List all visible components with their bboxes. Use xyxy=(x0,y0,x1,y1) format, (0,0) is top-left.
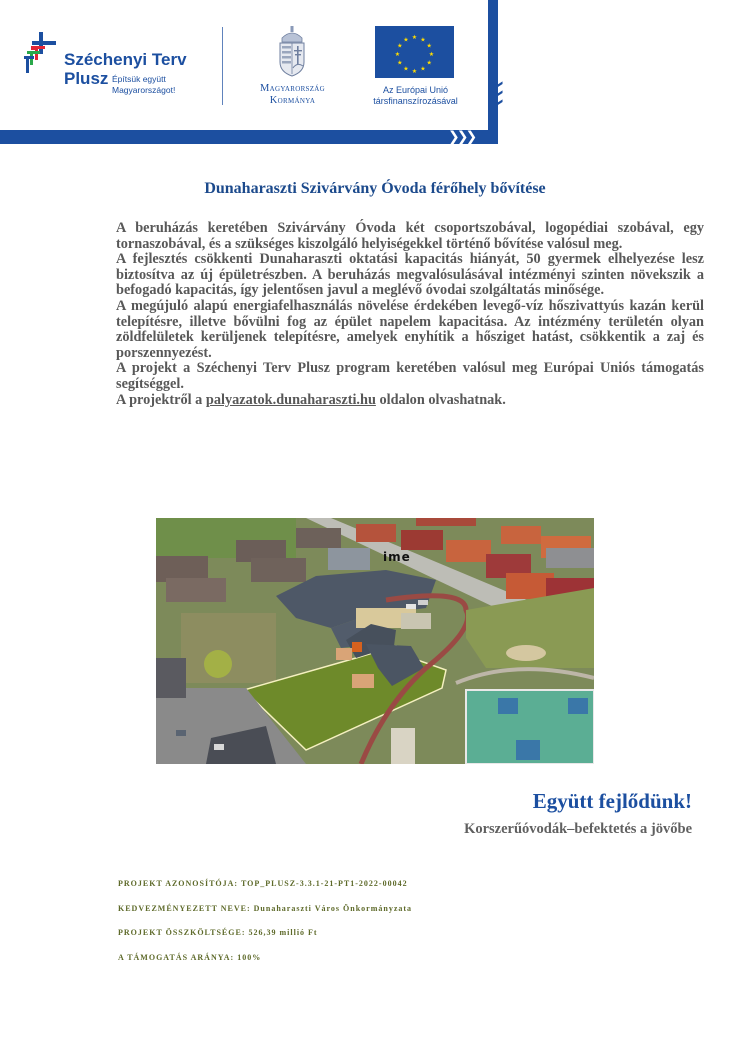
chevrons-right-icon: ❯ ❯ ❯ xyxy=(448,129,475,145)
svg-text:★: ★ xyxy=(411,34,418,41)
government-line-1: Magyarország xyxy=(259,83,326,94)
meta-total-cost xyxy=(118,928,318,937)
paragraph: A megújuló alapú energiafelhasználás növelése érdekében levegő-víz hőszivattyús kazán kerül telepítésre, illetve bővülni fog az épület napelem kapacitása. Az intézmény területén olyan zöldfelületek kerüljenek telepítésre, amelyek enyhítik a hősziget hatást, csökkentik a zaj és porszennyezést. xyxy=(116,297,704,361)
eu-label xyxy=(358,85,473,107)
meta-value: TOP_PLUSZ-3.3.1-21-PT1-2022-00042 xyxy=(240,879,408,888)
link-prefix: A projektről a xyxy=(116,391,206,408)
government-label xyxy=(245,83,340,107)
header-band xyxy=(0,0,750,150)
subslogan: Korszerűóvodák–befektetés a jövőbe xyxy=(464,821,692,837)
svg-text:★: ★ xyxy=(411,68,418,75)
svg-text:★: ★ xyxy=(426,42,432,50)
government-line-2: Kormánya xyxy=(269,95,316,106)
szechenyi-terv-logo xyxy=(24,32,204,107)
szechenyi-slogan xyxy=(112,74,175,96)
link-suffix: oldalon olvashatnak. xyxy=(375,391,506,408)
meta-project-id xyxy=(118,879,408,888)
photo-watermark: ime xyxy=(383,550,411,564)
paragraph: A beruházás keretében Szivárvány Óvoda két csoportszobával, logopédiai szobával, egy tornaszobával, és a szükséges kiszolgáló helyiségekkel történő bővítése valósul meg. xyxy=(116,220,704,252)
meta-label: PROJEKT AZONOSÍTÓJA: xyxy=(118,879,239,888)
document-body xyxy=(116,221,704,408)
meta-label: PROJEKT ÖSSZKÖLTSÉGE: xyxy=(118,928,246,937)
header-bottom-bar xyxy=(0,130,455,144)
document-title: Dunaharaszti Szivárvány Óvoda férőhely bővítése xyxy=(204,180,546,197)
aerial-photo-illustration xyxy=(156,518,594,764)
svg-text:★: ★ xyxy=(397,59,403,67)
svg-text:★: ★ xyxy=(420,36,426,44)
szechenyi-plusz: Plusz xyxy=(64,69,109,88)
svg-text:★: ★ xyxy=(394,51,401,58)
svg-text:★: ★ xyxy=(426,59,432,67)
meta-value: Dunaharaszti Város Önkormányzata xyxy=(253,904,413,913)
meta-support-rate xyxy=(118,953,261,962)
svg-text:★: ★ xyxy=(403,65,409,73)
svg-text:★: ★ xyxy=(397,42,403,50)
aerial-project-photo xyxy=(156,518,594,764)
eu-line-2: társfinanszírozásával xyxy=(373,96,458,106)
logo-divider xyxy=(222,27,223,105)
paragraph: A projekt a Széchenyi Terv Plusz program keretében valósul meg Európai Uniós támogatás segítséggel. xyxy=(116,360,704,392)
slogan-line-2: Magyarországot! xyxy=(112,85,176,95)
meta-beneficiary xyxy=(118,904,412,913)
szechenyi-cross-icon xyxy=(24,32,58,76)
header-right-bar xyxy=(488,0,498,144)
meta-label: KEDVEZMÉNYEZETT NEVE: xyxy=(118,904,251,913)
eu-flag xyxy=(375,26,454,78)
meta-label: A TÁMOGATÁS ARÁNYA: xyxy=(118,953,235,962)
meta-value: 100% xyxy=(237,953,262,962)
hungarian-coat-of-arms-icon xyxy=(277,26,307,78)
slogan-line-1: Építsük együtt xyxy=(112,74,166,84)
eu-line-1: Az Európai Unió xyxy=(382,85,449,95)
svg-text:★: ★ xyxy=(403,36,409,44)
szechenyi-title: Széchenyi Terv xyxy=(64,50,187,69)
slogan: Együtt fejlődünk! xyxy=(532,789,692,813)
eu-stars-icon xyxy=(375,26,454,78)
svg-text:★: ★ xyxy=(420,65,426,73)
chevrons-down-icon: ❯ ❯ ❯ xyxy=(490,79,505,108)
meta-value: 526,39 millió Ft xyxy=(248,928,318,937)
svg-text:★: ★ xyxy=(428,51,435,58)
paragraph: A fejlesztés csökkenti Dunaharaszti oktatási kapacitás hiányát, 50 gyermek elhelyezése lesz biztosítva az új épületrészben. A beruházás megvalósulásával intézményi szinten növekszik a befogadó kapacitás, így jelentősen javul a meglévő óvodai szolgáltatás minősége. xyxy=(116,251,704,299)
project-website-link[interactable]: palyazatok.dunaharaszti.hu xyxy=(205,391,376,408)
link-paragraph xyxy=(116,393,704,409)
